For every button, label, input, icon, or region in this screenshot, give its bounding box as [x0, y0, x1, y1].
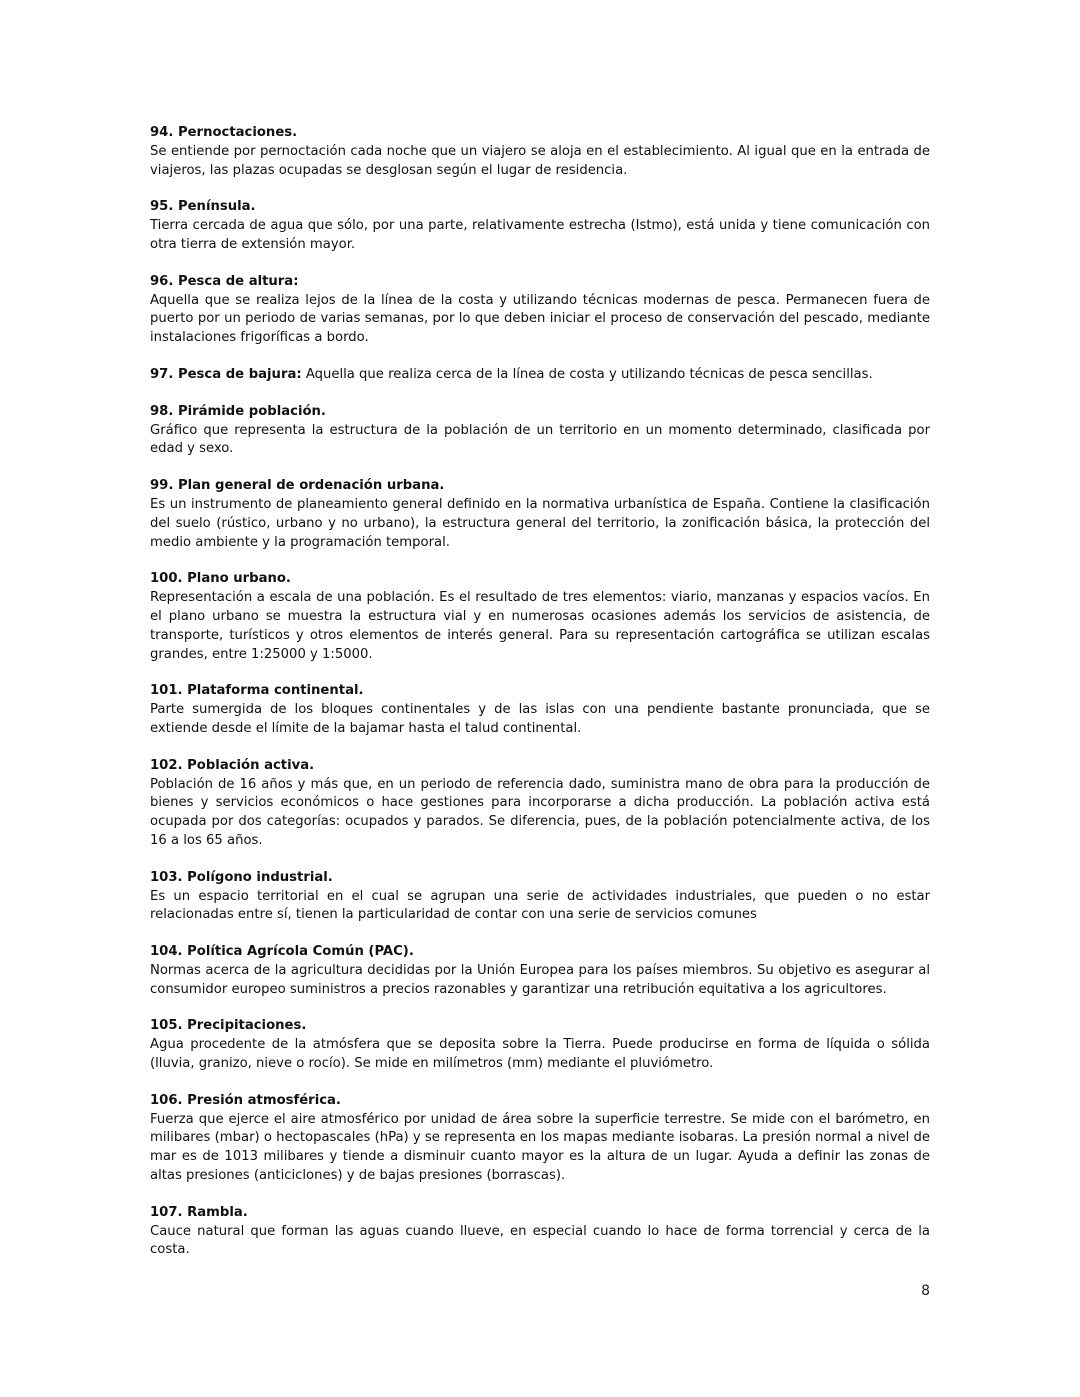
entry-definition: Normas acerca de la agricultura decididas por la Unión Europea para los países miembros. Su objetivo es asegurar al consumidor europeo suministros a precios razonables y garantizar una retribución equitativa a los agricultores. — [150, 962, 930, 997]
entry-term: 99. Plan general de ordenación urbana. — [150, 478, 445, 494]
entry-definition: Aquella que realiza cerca de la línea de costa y utilizando técnicas de pesca sencillas. — [301, 366, 873, 382]
glossary-entry-peninsula — [150, 198, 930, 254]
entry-definition: Representación a escala de una población. Es el resultado de tres elementos: viario, manzanas y espacios vacíos. En el plano urbano se muestra la estructura vial y en numerosas ocasiones además los servicios de asistencia, de transporte, turísticos y otros elementos de interés general. Para su representación cartográfica se utilizan escalas grandes, entre 1:25000 y 1:5000. — [150, 590, 930, 662]
entry-definition: Gráfico que representa la estructura de la población de un territorio en un momento determinado, clasificada por edad y sexo. — [150, 422, 930, 457]
glossary-entry-pesca-de-bajura — [150, 366, 930, 385]
glossary-page — [150, 124, 930, 1278]
entry-definition: Aquella que se realiza lejos de la línea de la costa y utilizando técnicas modernas de pesca. Permanecen fuera de puerto por un periodo de varias semanas, por lo que deben iniciar el proceso de conservación del pescado, mediante instalaciones frigoríficas a bordo. — [150, 292, 930, 346]
entry-term: 104. Política Agrícola Común (PAC). — [150, 944, 414, 960]
entry-definition: Agua procedente de la atmósfera que se deposita sobre la Tierra. Puede producirse en forma de líquida o sólida (lluvia, granizo, nieve o rocío). Se mide en milímetros (mm) mediante el pluviómetro. — [150, 1037, 930, 1072]
entry-term: 101. Plataforma continental. — [150, 683, 364, 699]
entry-term: 102. Población activa. — [150, 757, 315, 773]
entry-definition: Parte sumergida de los bloques continentales y de las islas con una pendiente bastante pronunciada, que se extiende desde el límite de la bajamar hasta el talud continental. — [150, 702, 930, 736]
entry-term: 95. Península. — [150, 199, 256, 215]
entry-definition: Fuerza que ejerce el aire atmosférico por unidad de área sobre la superficie terrestre. Se mide con el barómetro, en milibares (mbar) o hectopascales (hPa) y se representa en los mapas mediante isobaras. La presión normal a nivel de mar es de 1013 milibares y tiende a disminuir cuanto mayor es la altura de un lugar. Ayuda a definir las zonas de altas presiones (anticiclones) y de bajas presiones (borrascas). — [150, 1111, 930, 1184]
entry-term: 97. Pesca de bajura: — [150, 366, 302, 382]
entry-term: 105. Precipitaciones. — [150, 1018, 307, 1034]
glossary-entry-piramide-poblacion — [150, 403, 930, 459]
glossary-entry-rambla — [150, 1204, 930, 1260]
glossary-entry-poligono-industrial — [150, 869, 930, 925]
entry-term: 98. Pirámide población. — [150, 403, 326, 419]
entry-term: 106. Presión atmosférica. — [150, 1092, 341, 1108]
glossary-entry-plan-general — [150, 477, 930, 552]
entry-definition: Población de 16 años y más que, en un periodo de referencia dado, suministra mano de obra para la producción de bienes y servicios económicos o hace gestiones para incorporarse a dicha producción. La población activa está ocupada por dos categorías: ocupados y parados. Se diferencia, pues, de la población potencialmente activa, de los 16 a los 65 años. — [150, 776, 930, 848]
page-number: 8 — [921, 1283, 930, 1299]
glossary-entry-precipitaciones — [150, 1017, 930, 1073]
glossary-entry-pac — [150, 943, 930, 999]
glossary-entry-poblacion-activa — [150, 757, 930, 851]
glossary-entry-presion-atmosferica — [150, 1092, 930, 1186]
entry-definition: Tierra cercada de agua que sólo, por una parte, relativamente estrecha (Istmo), está unida y tiene comunicación con otra tierra de extensión mayor. — [150, 218, 930, 252]
entry-term: 94. Pernoctaciones. — [150, 125, 298, 140]
glossary-entry-pernoctaciones — [150, 124, 930, 180]
entry-definition: Se entiende por pernoctación cada noche que un viajero se aloja en el establecimiento. Al igual que en la entrada de viajeros, las plazas ocupadas se desglosan según el lugar de residencia. — [150, 143, 930, 178]
glossary-entry-plataforma-continental — [150, 682, 930, 738]
entry-definition: Cauce natural que forman las aguas cuando llueve, en especial cuando lo hace de forma torrencial y cerca de la costa. — [150, 1223, 930, 1258]
entry-term: 107. Rambla. — [150, 1204, 248, 1220]
entry-definition: Es un instrumento de planeamiento general definido en la normativa urbanística de España. Contiene la clasificación del suelo (rústico, urbano y no urbano), la estructura general del territorio, la zonificación básica, la protección del medio ambiente y la programación temporal. — [150, 496, 930, 550]
entry-term: 96. Pesca de altura: — [150, 273, 299, 289]
glossary-entry-plano-urbano — [150, 570, 930, 664]
entry-definition: Es un espacio territorial en el cual se agrupan una serie de actividades industriales, que pueden o no estar relacionadas entre sí, tienen la particularidad de contar con una serie de servicios comunes — [150, 888, 930, 923]
glossary-entry-pesca-de-altura — [150, 273, 930, 348]
entry-term: 103. Polígono industrial. — [150, 869, 333, 885]
entry-term: 100. Plano urbano. — [150, 571, 291, 587]
